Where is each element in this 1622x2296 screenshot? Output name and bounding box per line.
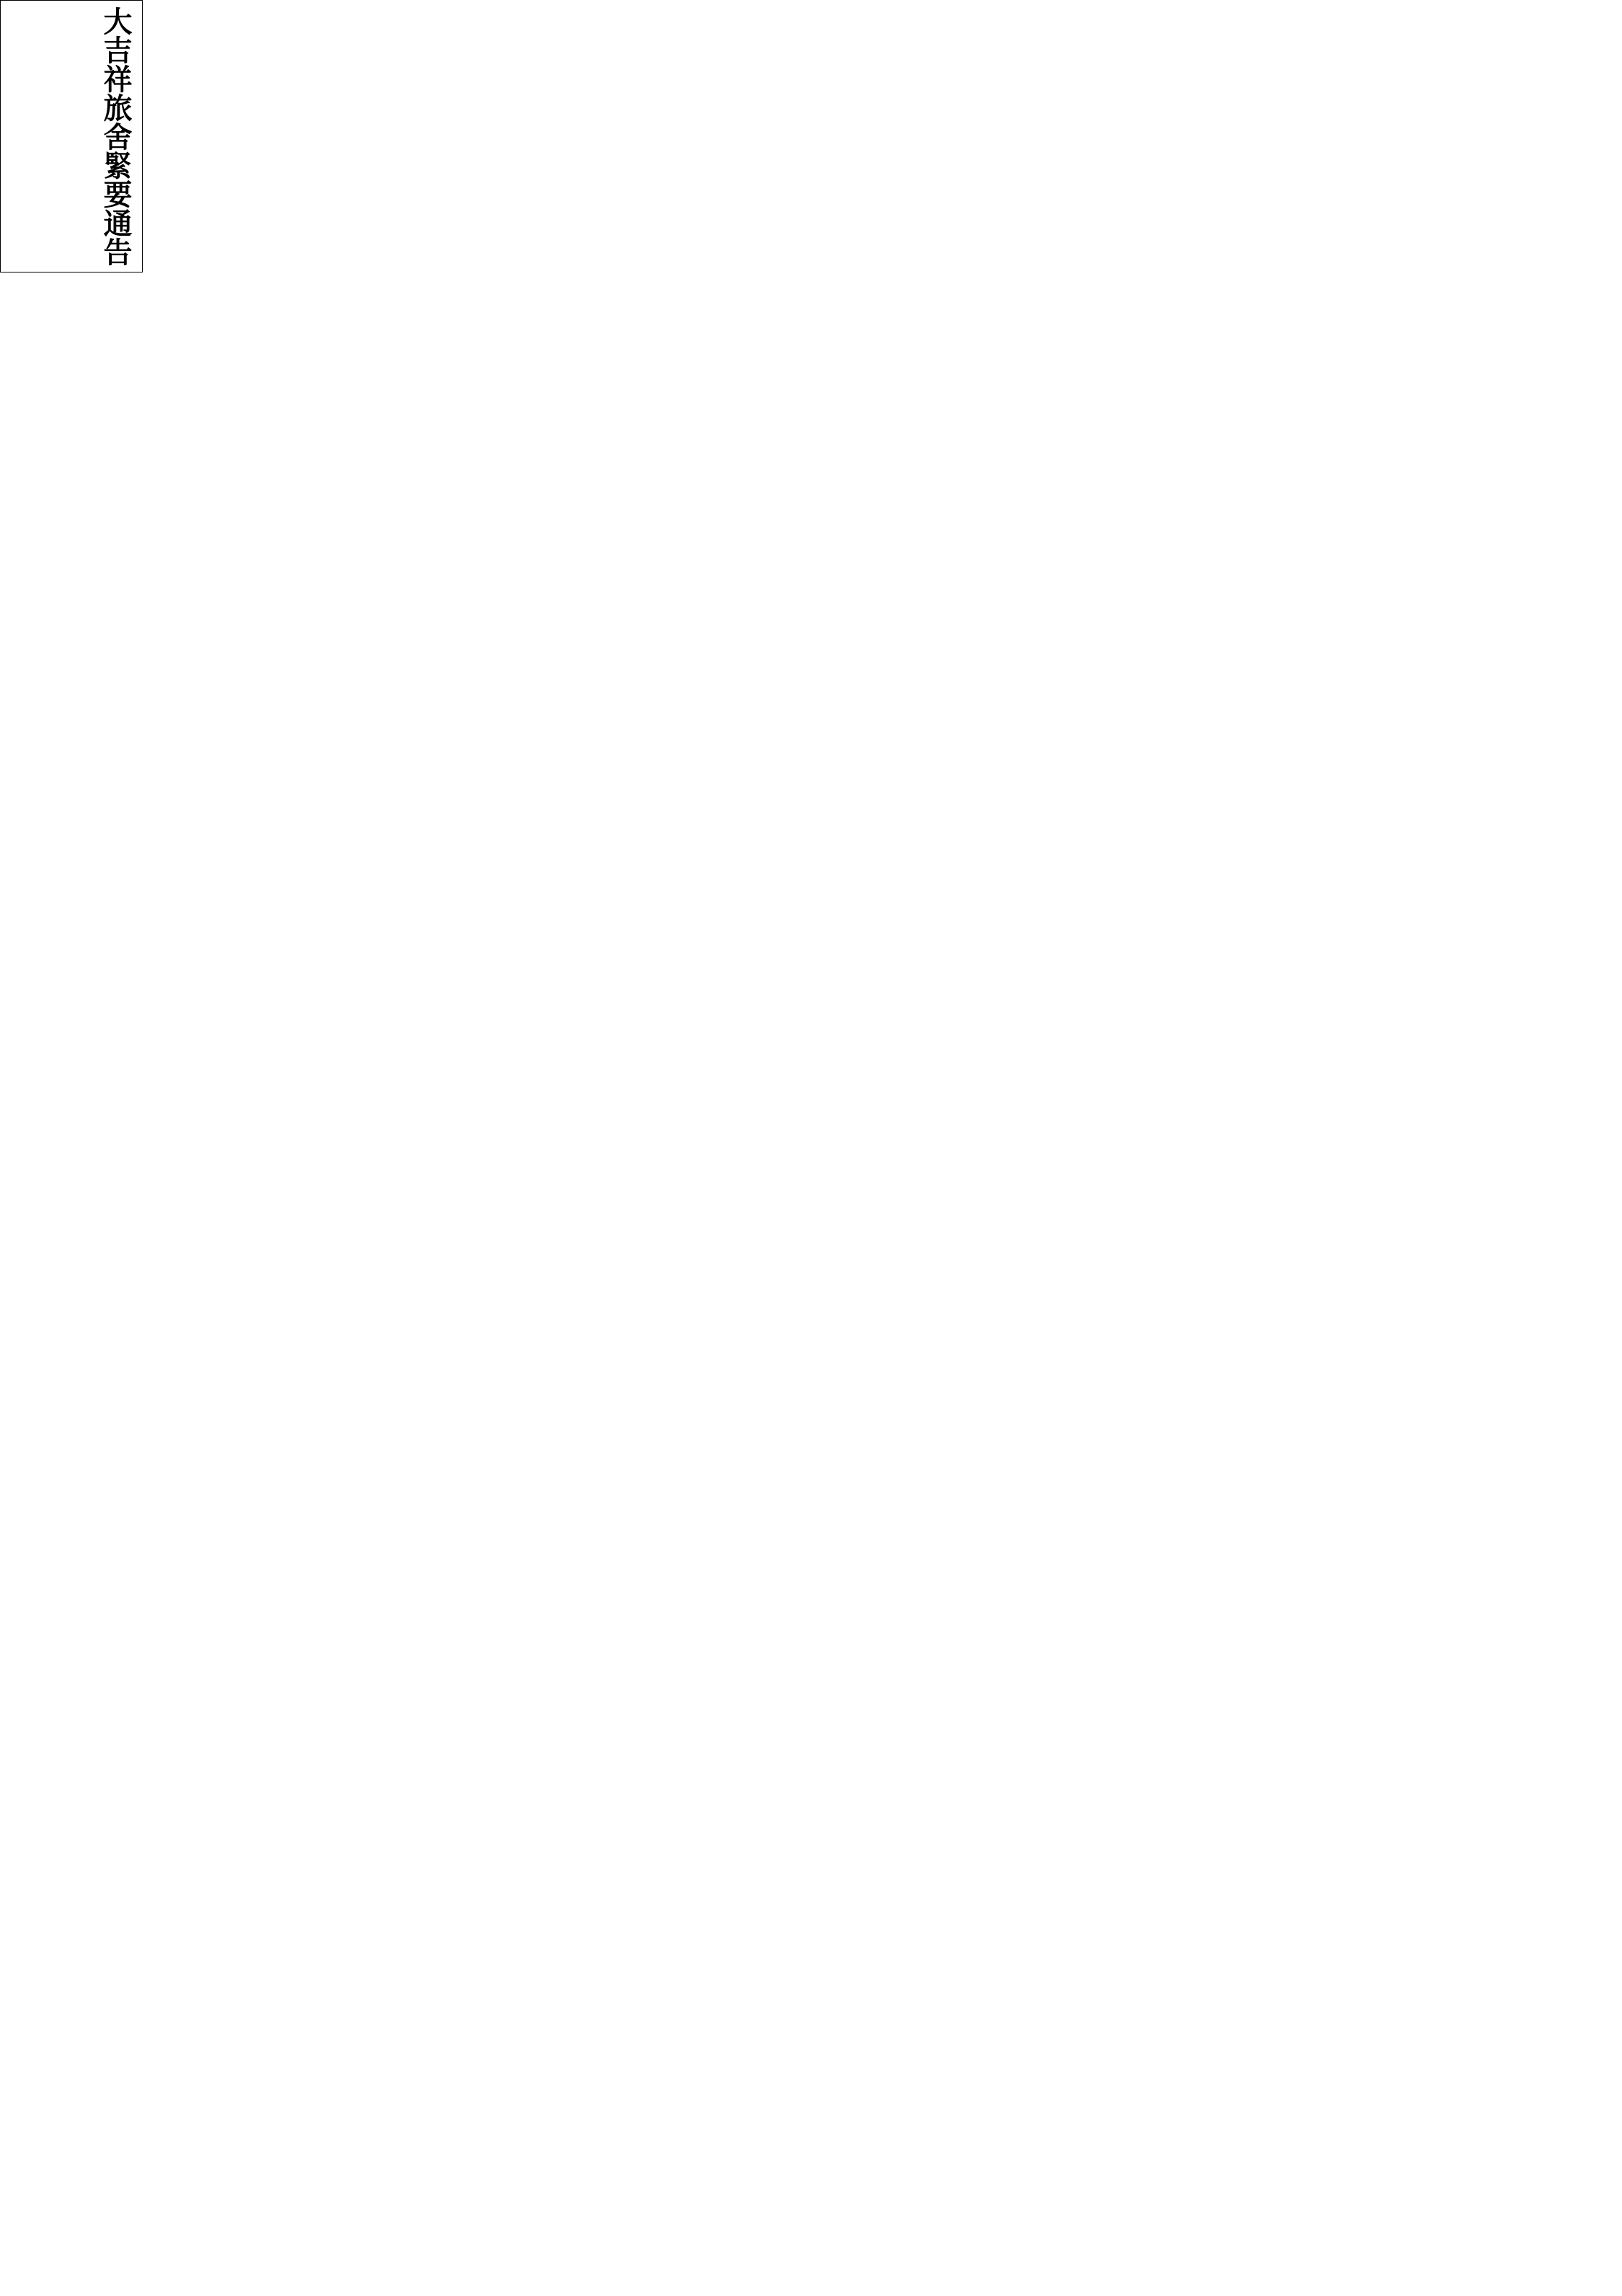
ad-block xyxy=(0,0,143,272)
ad-title: 大吉祥旅舍緊要通告 xyxy=(99,6,133,266)
